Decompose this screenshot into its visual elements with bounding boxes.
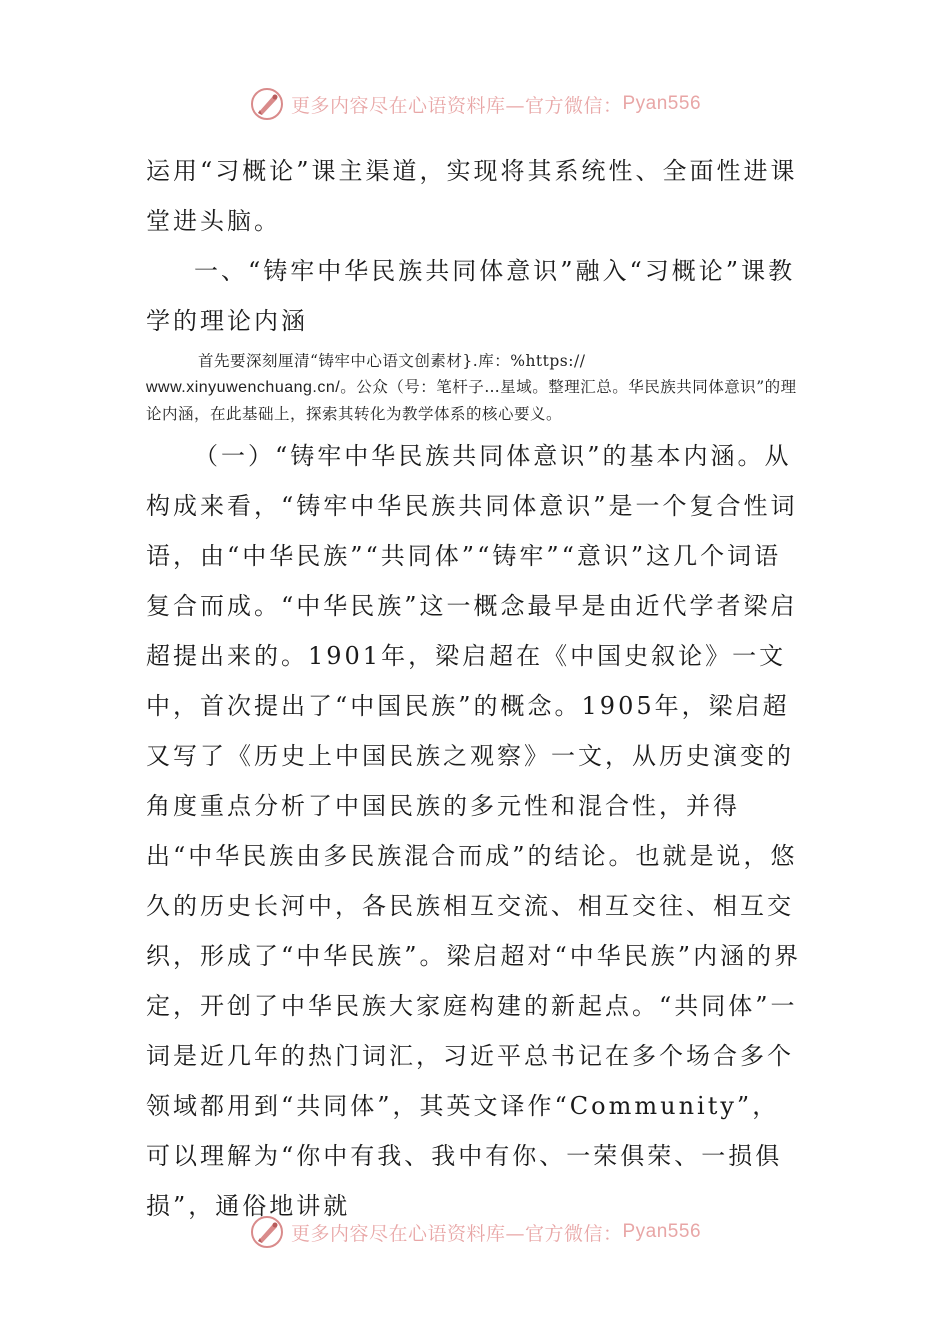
pen-logo-icon <box>249 1214 285 1250</box>
footer-watermark <box>0 1212 950 1252</box>
watermark-text: 更多内容尽在心语资料库—官方微信： <box>290 94 623 117</box>
watermark-id: Pyan556 <box>622 93 702 114</box>
section-heading: 一、“铸牢中华民族共同体意识”融入“习概论”课教学的理论内涵 <box>146 257 796 335</box>
paragraph-basic-meaning: （一）“铸牢中华民族共同体意识”的基本内涵。从构成来看，“铸牢中华民族共同体意识”是一个复合性词语，由“中华民族”“共同体”“铸牢”“意识”这几个词语复合而成。“中华民族”这一概念最早是由近代学者梁启超提出来的。1901年，梁启超在《中国史叙论》一文中，首次提出了“中国民族”的概念。1905年，梁启超又写了《历史上中国民族之观察》一文，从历史演变的角度重点分析了中国民族的多元性和混合性，并得出“中华民族由多民族混合而成”的结论。也就是说，悠久的历史长河中，各民族相互交流、相互交往、相互交织，形成了“中华民族”。梁启超对“中华民族”内涵的界定，开创了中华民族大家庭构建的新起点。“共同体”一词是近几年的热门词汇，习近平总书记在多个场合多个领域都用到“共同体”，其英文译作“Community”，可以理解为“你中有我、我中有你、一荣俱荣、一损俱损”，通俗地讲就 <box>146 442 802 1220</box>
watermark-id: Pyan556 <box>622 1221 702 1242</box>
paragraph-intro: 运用“习概论”课主渠道，实现将其系统性、全面性进课堂进头脑。 <box>146 157 798 235</box>
header-watermark <box>0 84 950 124</box>
note-url: www.xinyuwenchuang.cn/ <box>146 379 341 396</box>
note-line1: 首先要深刻厘清“铸牢中心语文创素材}.库：%https:// <box>198 352 586 370</box>
note-paragraph <box>146 348 806 427</box>
note-line2: 。公众（号：笔杆子…星域。整理汇总。华民族共同体意识”的理论内涵，在此基础上，探索其转化为教学体系的核心要义。 <box>146 378 797 423</box>
watermark-text: 更多内容尽在心语资料库—官方微信： <box>290 1222 623 1245</box>
pen-logo-icon <box>249 86 285 122</box>
document-body <box>146 146 806 1231</box>
